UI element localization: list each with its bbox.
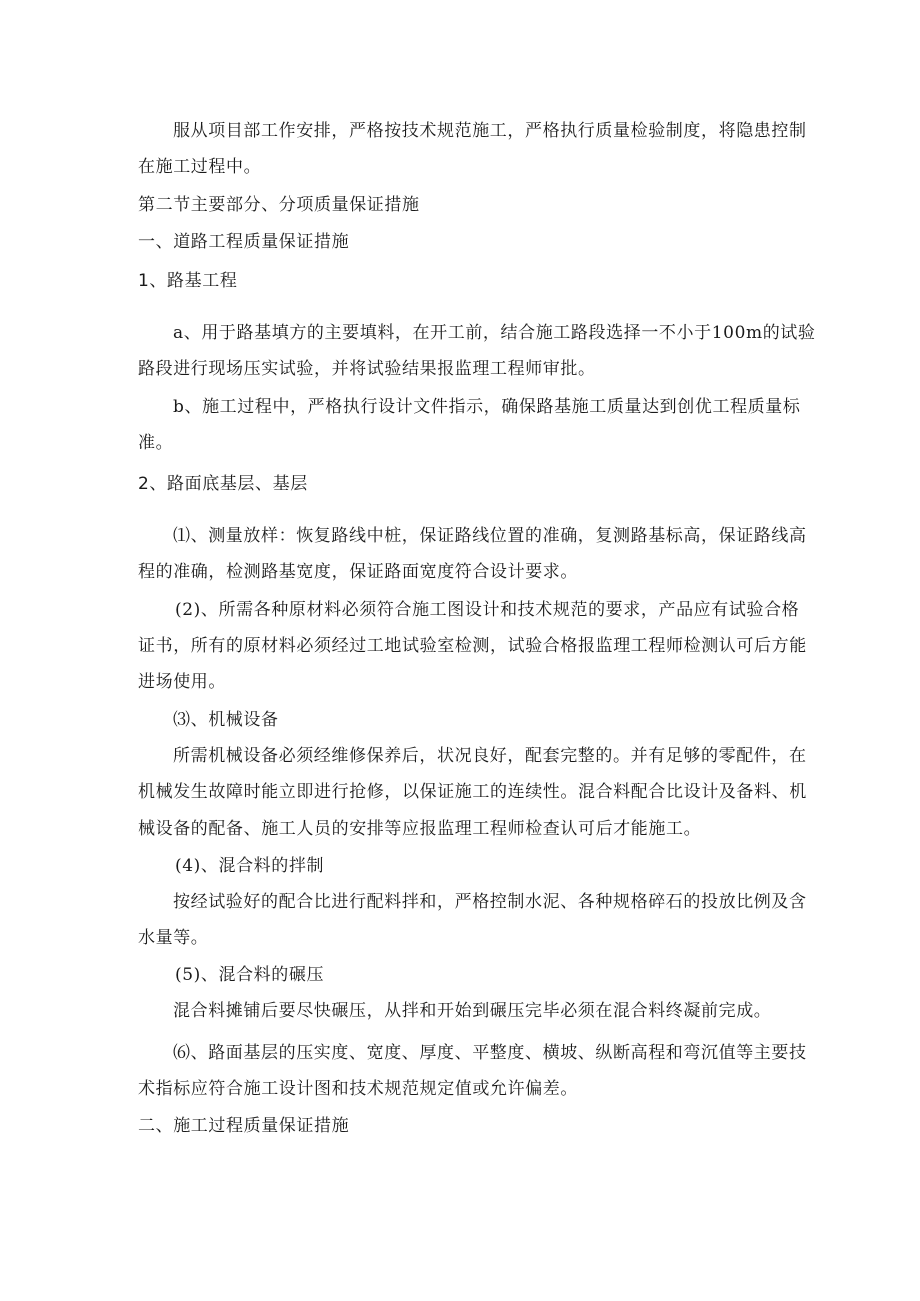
section-heading: 一、道路工程质量保证措施 [138,232,350,252]
paragraph-line: ⑶、机械设备 [173,710,279,730]
paragraph-line: ⑹、路面基层的压实度、宽度、厚度、平整度、横坡、纵断高程和弯沉值等主要技 [173,1043,807,1063]
paragraph-line: 程的准确，检测路基宽度，保证路面宽度符合设计要求。 [138,562,578,582]
paragraph-line: 机械发生故障时能立即进行抢修，以保证施工的连续性。混合料配合比设计及备料、机 [138,782,807,802]
paragraph-line: 路段进行现场压实试验，并将试验结果报监理工程师审批。 [138,359,596,379]
paragraph-line: 水量等。 [138,928,209,948]
paragraph-line: 在施工过程中。 [138,157,262,177]
paragraph-line: ⑴、测量放样：恢复路线中桩，保证路线位置的准确，复测路基标高，保证路线高 [173,526,807,546]
paragraph-line: 进场使用。 [138,672,226,692]
paragraph-line: (2)、所需各种原材料必须符合施工图设计和技术规范的要求，产品应有试验合格 [175,600,800,620]
paragraph-line: 械设备的配备、施工人员的安排等应报监理工程师检查认可后才能施工。 [138,819,702,839]
paragraph-line: 证书，所有的原材料必须经过工地试验室检测，试验合格报监理工程师检测认可后方能 [138,636,807,656]
paragraph-line: b、施工过程中，严格执行设计文件指示，确保路基施工质量达到创优工程质量标 [173,397,801,417]
paragraph-line: a、用于路基填方的主要填料，在开工前，结合施工路段选择一不小于100m的试验 [173,323,816,343]
section-heading: 二、施工过程质量保证措施 [138,1116,350,1136]
section-heading: 第二节主要部分、分项质量保证措施 [138,195,420,215]
paragraph-line: 准。 [138,433,174,453]
paragraph-line: 混合料摊铺后要尽快碾压，从拌和开始到碾压完毕必须在混合料终凝前完成。 [173,1001,772,1021]
paragraph-line: 术指标应符合施工设计图和技术规范规定值或允许偏差。 [138,1079,578,1099]
subsection-heading: 1、路基工程 [138,271,238,291]
paragraph-line: 按经试验好的配合比进行配料拌和，严格控制水泥、各种规格碎石的投放比例及含 [173,892,807,912]
paragraph-line: 服从项目部工作安排，严格按技术规范施工，严格执行质量检验制度，将隐患控制 [173,121,807,141]
paragraph-line: 所需机械设备必须经维修保养后，状况良好，配套完整的。并有足够的零配件，在 [173,746,807,766]
paragraph-line: (5)、混合料的碾压 [175,965,325,985]
subsection-heading: 2、路面底基层、基层 [138,474,308,494]
paragraph-line: (4)、混合料的拌制 [175,856,325,876]
